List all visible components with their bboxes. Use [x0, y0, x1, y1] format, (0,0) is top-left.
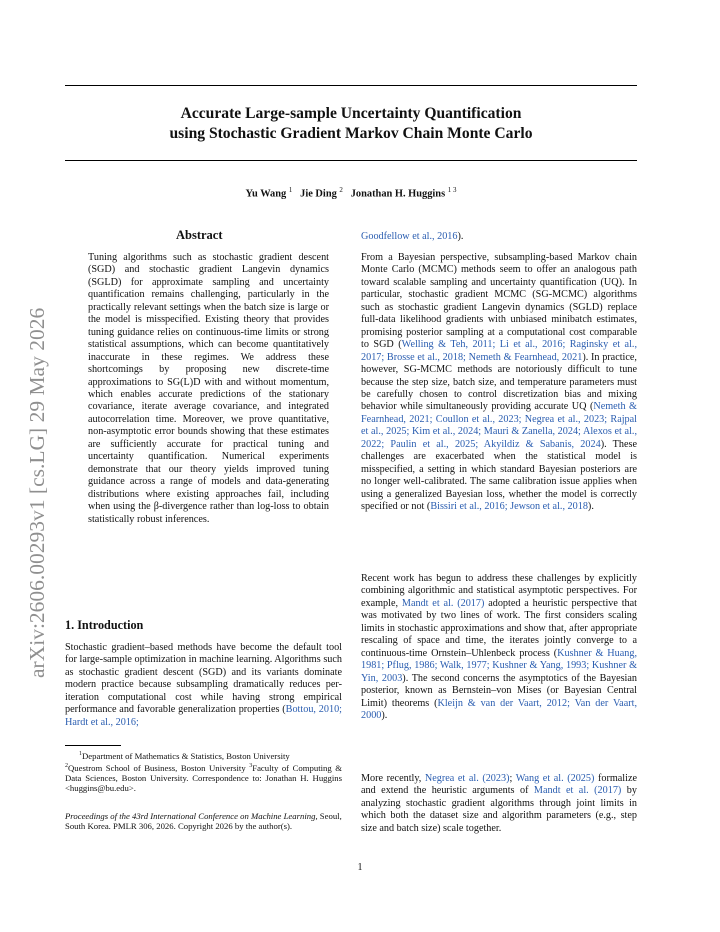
abstract-heading: Abstract — [176, 228, 223, 242]
bottom-title-rule — [65, 160, 637, 161]
citation-link[interactable]: Mandt et al. (2017) — [401, 597, 485, 609]
author-name: Jonathan H. Huggins — [350, 188, 446, 200]
recent-work-paragraph — [361, 573, 637, 722]
citation-link[interactable]: Kleijn & van der Vaart, 2012; Van der Vaart, 2000 — [361, 697, 637, 721]
author-name: Jie Ding — [300, 188, 337, 200]
citation-link[interactable]: Mandt et al. (2017) — [533, 785, 622, 797]
more-recently-paragraph — [361, 773, 637, 835]
paragraph-text: ). — [587, 501, 594, 513]
paragraph-text: ). The second concerns the asymptotics of the Bayesian posterior, known as Bernstein–von Mises (or Bayesian Central Limit) theorems ( — [361, 672, 637, 709]
introduction-paragraph — [65, 642, 342, 729]
paragraph-text: Recent work has begun to address these challenges by explicitly combining algorithmic and statistical asymptotic perspectives. For example, — [361, 573, 637, 609]
abstract-body: Tuning algorithms such as stochastic gradient descent (SGD) and stochastic gradient Langevin dynamics (SGLD) for approximate sampling and uncertainty quantification remains challenging, particularly in the practically relevant settings when the batch size is large or the model is misspecified. Existing theory that provides tuning guidance relies on continuous-time limits or strong statistical assumptions, which can become quantitatively inaccurate in these regimes. We address these shortcomings by proposing new discrete-time approximations to SG(L)D with and without momentum, which enables accurate predictions of the stationary covariance, iterate average covariance, and integrated autocorrelation time. Moreover, we prove quantitative, non-asymptotic error bounds showing that these estimates are sufficiently accurate for practical tuning and uncertainty quantification. Numerical experiments demonstrate that our theory yields improved tuning guidance across a range of models and data-generating distributions where existing approaches fail, including when using the β-divergence rather than log-loss to obtain statistically robust inferences. — [88, 252, 329, 525]
continued-citation: Goodfellow et al., 2016). — [361, 231, 464, 242]
proceedings-details: , Seoul, South Korea. PMLR 306, 2026. Copyright 2026 by the author(s). — [65, 811, 342, 832]
author-affiliation: 2 — [339, 186, 343, 194]
citation-link[interactable]: Goodfellow et al., 2016 — [361, 231, 458, 242]
paragraph-text: adopted a heuristic perspective that was motivated by two lines of work. The first considers scaling limits in stochastic approximations and show that, after appropriate rescaling of space and time, the iterates jointly converge to a continuous-time Ornstein–Uhlenbeck process ( — [361, 597, 638, 659]
citation-link[interactable]: Bottou, 2010; Hardt et al., 2016; — [65, 704, 342, 728]
paragraph-text: ). — [381, 709, 388, 721]
author-affiliation: 1 — [288, 186, 293, 194]
paragraph-text: ; — [509, 773, 516, 784]
proceedings-note — [65, 811, 342, 831]
section-heading-introduction: 1. Introduction — [65, 618, 144, 632]
footnote-rule — [65, 745, 121, 746]
footnote-3: Faculty of Computing & Data Sciences, Boston University. Correspondence to: Jonathan H. Huggins <huggins@bu.edu>. — [65, 762, 342, 794]
paragraph-text: ). These challenges are exacerbated when the statistical model is misspecified, a setting in which standard Bayesian posteriors are no longer well-calibrated. The same calibration issue applies when using a generalized Bayesian loss, whether the model is correctly specified or not ( — [361, 438, 637, 513]
affiliation-footnotes: $^1$Department of Mathematics & Statistics, Boston University $^2$Questrom School of Business, Boston University $^3$Faculty of Computing & Data Sciences, Boston University. Correspondence to: Jonathan H. Huggins <huggins@bu.edu>. — [65, 750, 342, 794]
author-name: Yu Wang — [245, 188, 287, 200]
footnote-1: Department of Mathematics & Statistics, Boston University — [82, 750, 290, 761]
citation-link[interactable]: Kushner & Huang, 1981; Pflug, 1986; Walk, 1977; Kushner & Yang, 1993; Kushner & Yin, 2003 — [361, 647, 637, 684]
citation-link[interactable]: Welling & Teh, 2011; Li et al., 2016; Raginsky et al., 2017; Brosse et al., 2018; Nemeth & Fearnhead, 2021 — [361, 339, 637, 363]
citation-link[interactable]: Bissiri et al., 2016; Jewson et al., 2018 — [430, 501, 588, 513]
citation-link[interactable]: Nemeth & Fearnhead, 2021; Coullon et al., 2023; Negrea et al., 2023; Rajpal et al., 2025; Kim et al., 2024; Mauri & Zanella, 2024; Alexos et al., 2022; Paulin et al., 2025; Akyildiz & Sabanis, 2024 — [361, 401, 637, 450]
author-affiliation: 1 3 — [447, 186, 457, 194]
top-rule — [65, 85, 637, 86]
page-number: 1 — [357, 862, 363, 873]
paragraph-text: ). In practice, however, SG-MCMC methods are notoriously difficult to tune because the step size, batch size, and temperature parameters must be carefully chosen to control discretization bias and mixing behavior while simultaneously providing accurate UQ ( — [361, 351, 637, 413]
bayesian-paragraph — [361, 252, 637, 514]
author-list — [65, 186, 637, 199]
arxiv-identifier: arXiv:2606.00293v1 [cs.LG] 29 May 2026 — [25, 307, 49, 678]
citation-link[interactable]: Negrea et al. (2023) — [424, 773, 510, 784]
paragraph-text: More recently, — [361, 773, 425, 784]
title-line-1: Accurate Large-sample Uncertainty Quantification — [180, 105, 522, 122]
paragraph-text: formalize and extend the heuristic arguments of — [361, 773, 637, 797]
paragraph-text: by analyzing stochastic gradient algorithms through joint limits in which both the dataset size and algorithm parameters (e.g., step size and batch size) scale together. — [361, 785, 637, 834]
arxiv-stamp — [20, 258, 50, 678]
title-line-2: using Stochastic Gradient Markov Chain Monte Carlo — [169, 125, 533, 142]
paragraph-text: From a Bayesian perspective, subsampling-based Markov chain Monte Carlo (MCMC) methods seem to offer an analogous path toward scalable sampling and uncertainty quantification (UQ). In particular, stochastic gradient MCMC (SG-MCMC) algorithms such as stochastic gradient Langevin dynamics (SGLD) replace full-data likelihood gradients with unbiased minibatch estimates, promising posterior sampling at a computational cost comparable to SGD ( — [361, 252, 637, 351]
proceedings-venue: Proceedings of the 43rd International Conference on Machine Learning — [65, 811, 316, 821]
paper-title — [65, 104, 637, 144]
intro-text: Stochastic gradient–based methods have become the default tool for large-sample optimization in machine learning. Algorithms such as stochastic gradient descent (SGD) and its variants dominate modern practice because subsampling dramatically reduces per-iteration computational cost while having strong empirical performance and favorable generalization properties ( — [65, 642, 342, 716]
citation-link[interactable]: Wang et al. (2025) — [515, 773, 595, 784]
footnote-2: Questrom School of Business, Boston University — [68, 762, 246, 773]
